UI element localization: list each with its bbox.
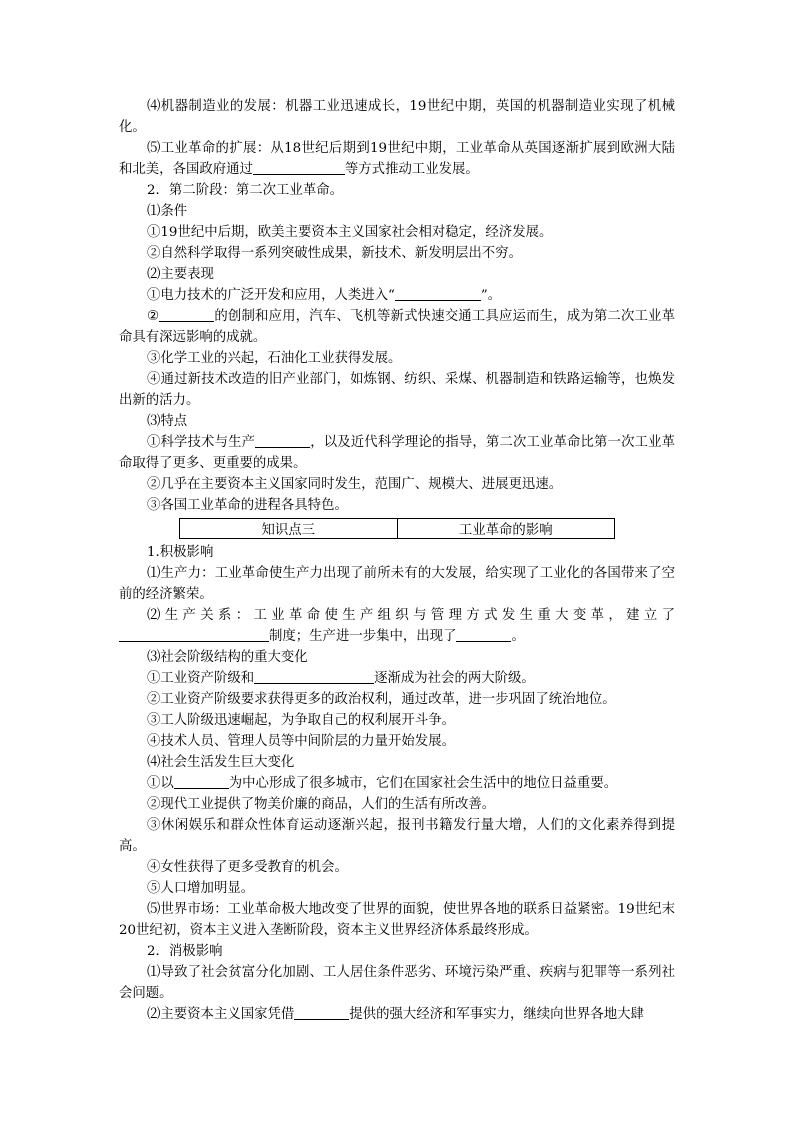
text: ②自然科学取得一系列突破性成果，新技术、新发明层出不穷。	[147, 246, 522, 261]
fill-blank[interactable]	[119, 627, 269, 642]
subheading	[119, 752, 675, 773]
text: ⑷机器制造业的发展：机器工业迅速成长，19世纪中期，英国的机器制造业实现了机械化。	[119, 99, 675, 135]
text: ①19世纪中后期，欧美主要资本主义国家社会相对稳定，经济发展。	[147, 225, 553, 240]
paragraph	[119, 899, 675, 941]
text: ①工业资产阶级和	[147, 671, 255, 686]
text: ⑴生产力：工业革命使生产力出现了前所未有的大发展，给实现了工业化的各国带来了空前的经济繁荣。	[119, 566, 675, 602]
text: ①科学技术与生产	[147, 435, 256, 450]
paragraph	[119, 1004, 675, 1025]
paragraph	[119, 773, 675, 794]
text: ②几乎在主要资本主义国家同时发生，范围广、规模大、进展更迅速。	[147, 477, 563, 492]
paragraph	[119, 306, 675, 348]
paragraph	[119, 731, 675, 752]
paragraph	[119, 962, 675, 1004]
text: 提供的强大经济和军事实力，继续向世界各地大肆	[349, 1007, 644, 1022]
text: ①电力技术的广泛开发和应用，人类进入“	[147, 288, 395, 303]
text: ⑵主要表现	[147, 267, 214, 282]
subheading	[119, 647, 675, 668]
text: 。	[511, 629, 525, 644]
paragraph	[119, 668, 675, 689]
paragraph	[119, 96, 675, 138]
text: ③化学工业的兴起，石油化工业获得发展。	[147, 351, 402, 366]
paragraph	[119, 815, 675, 857]
text: ⑴条件	[147, 204, 188, 219]
paragraph	[119, 710, 675, 731]
paragraph	[119, 563, 675, 605]
text: ①以	[147, 776, 174, 791]
text: ③休闲娱乐和群众性体育运动逐渐兴起，报刊书籍发行量大增，人们的文化素养得到提高。	[119, 818, 675, 854]
paragraph	[119, 794, 675, 815]
text: ⑵生产关系：工业革命使生产组织与管理方式发生重大变革，建立了	[147, 608, 675, 623]
fill-blank[interactable]	[159, 307, 214, 322]
section-heading	[119, 180, 675, 201]
text: ”。	[480, 288, 502, 303]
paragraph	[119, 495, 675, 516]
paragraph	[119, 222, 675, 243]
text: 2．第二阶段：第二次工业革命。	[147, 183, 343, 198]
text: ⑶社会阶级结构的重大变化	[147, 650, 308, 665]
fill-blank[interactable]	[294, 1005, 349, 1020]
text: ③各国工业革命的进程各具特色。	[147, 498, 348, 513]
fill-blank[interactable]	[395, 286, 481, 301]
paragraph	[119, 857, 675, 878]
text: ，以及近代科学理论的指导，第二次工业革命比第一次工业革命取得了更多、更重要的成果。	[119, 435, 676, 471]
paragraph	[119, 432, 675, 474]
knowledge-point-table	[179, 518, 615, 539]
section-heading	[119, 941, 675, 962]
paragraph	[119, 689, 675, 710]
text: ②	[147, 309, 160, 324]
paragraph	[119, 348, 675, 369]
text: 制度；生产进一步集中，出现了	[269, 629, 457, 644]
text: 1.积极影响	[147, 545, 214, 560]
paragraph	[119, 878, 675, 899]
paragraph	[119, 369, 675, 411]
text: ⑸世界市场：工业革命极大地改变了世界的面貌，使世界各地的联系日益紧密。19世纪末20世纪初，资本主义进入垄断阶段，资本主义世界经济体系最终形成。	[119, 902, 675, 938]
text: 2．消极影响	[147, 944, 223, 959]
paragraph	[119, 243, 675, 264]
fill-blank[interactable]	[174, 774, 229, 789]
text: ⑵主要资本主义国家凭借	[147, 1007, 295, 1022]
paragraph	[119, 605, 675, 647]
subheading	[119, 201, 675, 222]
table-cell-topic: 工业革命的影响	[397, 519, 615, 539]
text: ④女性获得了更多受教育的机会。	[147, 860, 348, 875]
text: ⑸工业革命的扩展：从18世纪后期到19世纪中期，工业革命从英国逐渐扩展到欧洲大陆和北美，各国政府通过	[119, 141, 675, 177]
table-cell-knowledge-point: 知识点三	[180, 519, 398, 539]
subheading	[119, 264, 675, 285]
text: ⑤人口增加明显。	[147, 881, 255, 896]
document-page	[119, 96, 675, 1025]
section-heading	[119, 542, 675, 563]
text: ③工人阶级迅速崛起，为争取自己的权利展开斗争。	[147, 713, 455, 728]
text: 逐渐成为社会的两大阶级。	[374, 671, 535, 686]
subheading	[119, 411, 675, 432]
text: ⑷社会生活发生巨大变化	[147, 755, 295, 770]
text: ②现代工业提供了物美价廉的商品，人们的生活有所改善。	[147, 797, 496, 812]
text: ⑶特点	[147, 414, 188, 429]
text: 的创制和应用，汽车、飞机等新式快速交通工具应运而生，成为第二次工业革命具有深远影响的成就。	[119, 309, 675, 345]
text: ④通过新技术改造的旧产业部门，如炼钢、纺织、采煤、机器制造和铁路运输等，也焕发出新的活力。	[119, 372, 675, 408]
paragraph	[119, 285, 675, 306]
text: 等方式推动工业发展。	[344, 162, 479, 177]
fill-blank[interactable]	[255, 433, 310, 448]
text: ⑴导致了社会贫富分化加剧、工人居住条件恶劣、环境污染严重、疾病与犯罪等一系列社会问题。	[119, 965, 675, 1001]
text: 为中心形成了很多城市，它们在国家社会生活中的地位日益重要。	[228, 776, 618, 791]
text: ④技术人员、管理人员等中间阶层的力量开始发展。	[147, 734, 455, 749]
paragraph	[119, 474, 675, 495]
fill-blank[interactable]	[456, 627, 511, 642]
text: ②工业资产阶级要求获得更多的政治权利，通过改革，进一步巩固了统治地位。	[147, 692, 616, 707]
fill-blank[interactable]	[253, 160, 345, 175]
fill-blank[interactable]	[254, 669, 374, 684]
paragraph	[119, 138, 675, 180]
